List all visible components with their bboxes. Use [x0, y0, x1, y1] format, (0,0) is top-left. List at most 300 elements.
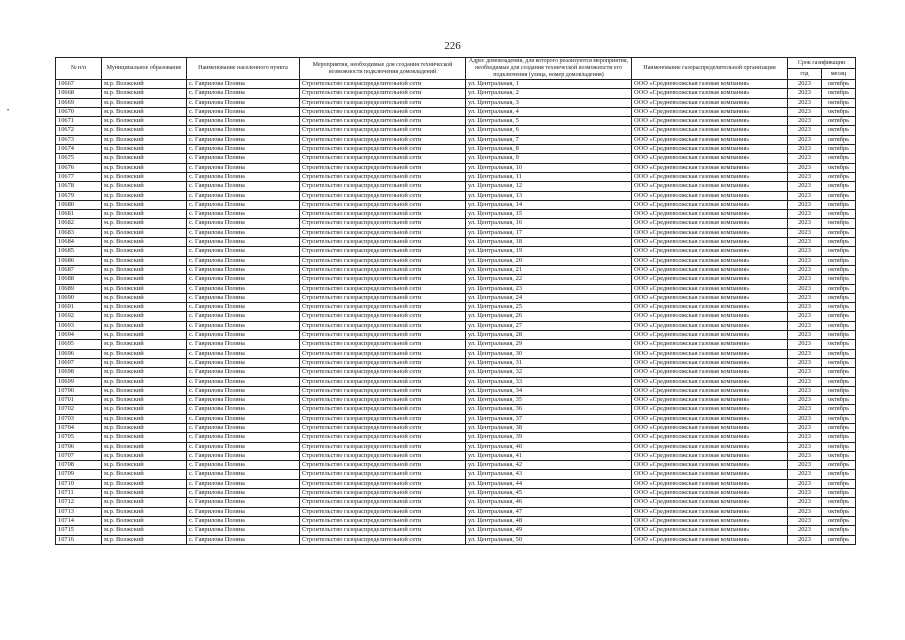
cell-settlement: с. Гаврилова Поляна	[187, 442, 300, 451]
cell-year: 2023	[788, 172, 822, 181]
cell-municipality: м.р. Волжский	[102, 386, 187, 395]
cell-year: 2023	[788, 219, 822, 228]
cell-month: октябрь	[822, 479, 856, 488]
cell-municipality: м.р. Волжский	[102, 200, 187, 209]
table-row	[56, 516, 856, 525]
cell-activity: Строительство газораспределительной сети	[300, 386, 466, 395]
cell-settlement: с. Гаврилова Поляна	[187, 238, 300, 247]
cell-municipality: м.р. Волжский	[102, 275, 187, 284]
cell-num: 10698	[56, 368, 102, 377]
cell-settlement: с. Гаврилова Поляна	[187, 526, 300, 535]
cell-settlement: с. Гаврилова Поляна	[187, 200, 300, 209]
cell-org: ООО «Средневолжская газовая компания»	[632, 451, 788, 460]
cell-org: ООО «Средневолжская газовая компания»	[632, 516, 788, 525]
cell-month: октябрь	[822, 349, 856, 358]
cell-num: 10676	[56, 163, 102, 172]
cell-settlement: с. Гаврилова Поляна	[187, 145, 300, 154]
cell-year: 2023	[788, 200, 822, 209]
cell-settlement: с. Гаврилова Поляна	[187, 386, 300, 395]
cell-org: ООО «Средневолжская газовая компания»	[632, 405, 788, 414]
cell-month: октябрь	[822, 526, 856, 535]
cell-municipality: м.р. Волжский	[102, 479, 187, 488]
cell-num: 10693	[56, 321, 102, 330]
cell-address: ул. Центральная, 21	[466, 265, 632, 274]
cell-activity: Строительство газораспределительной сети	[300, 442, 466, 451]
cell-settlement: с. Гаврилова Поляна	[187, 228, 300, 237]
cell-year: 2023	[788, 145, 822, 154]
cell-year: 2023	[788, 461, 822, 470]
cell-year: 2023	[788, 368, 822, 377]
cell-municipality: м.р. Волжский	[102, 303, 187, 312]
cell-num: 10668	[56, 89, 102, 98]
cell-month: октябрь	[822, 516, 856, 525]
cell-address: ул. Центральная, 26	[466, 312, 632, 321]
cell-month: октябрь	[822, 265, 856, 274]
cell-org: ООО «Средневолжская газовая компания»	[632, 172, 788, 181]
cell-activity: Строительство газораспределительной сети	[300, 247, 466, 256]
cell-org: ООО «Средневолжская газовая компания»	[632, 368, 788, 377]
cell-municipality: м.р. Волжский	[102, 507, 187, 516]
cell-year: 2023	[788, 442, 822, 451]
cell-num: 10710	[56, 479, 102, 488]
cell-year: 2023	[788, 126, 822, 135]
table-row	[56, 498, 856, 507]
cell-org: ООО «Средневолжская газовая компания»	[632, 191, 788, 200]
table-row	[56, 489, 856, 498]
cell-settlement: с. Гаврилова Поляна	[187, 331, 300, 340]
table-row	[56, 312, 856, 321]
cell-month: октябрь	[822, 405, 856, 414]
table-row	[56, 423, 856, 432]
cell-municipality: м.р. Волжский	[102, 516, 187, 525]
gasification-table	[55, 57, 856, 545]
cell-settlement: с. Гаврилова Поляна	[187, 479, 300, 488]
cell-settlement: с. Гаврилова Поляна	[187, 117, 300, 126]
cell-activity: Строительство газораспределительной сети	[300, 238, 466, 247]
cell-month: октябрь	[822, 98, 856, 107]
table-row	[56, 275, 856, 284]
cell-settlement: с. Гаврилова Поляна	[187, 98, 300, 107]
cell-org: ООО «Средневолжская газовая компания»	[632, 275, 788, 284]
header-activity: Мероприятия, необходимые для создания технической возможности подключения домовладений	[300, 58, 466, 80]
cell-municipality: м.р. Волжский	[102, 498, 187, 507]
cell-month: октябрь	[822, 200, 856, 209]
cell-address: ул. Центральная, 31	[466, 358, 632, 367]
cell-num: 10694	[56, 331, 102, 340]
cell-org: ООО «Средневолжская газовая компания»	[632, 80, 788, 89]
cell-num: 10683	[56, 228, 102, 237]
cell-municipality: м.р. Волжский	[102, 265, 187, 274]
table-row	[56, 228, 856, 237]
cell-num: 10689	[56, 284, 102, 293]
cell-municipality: м.р. Волжский	[102, 321, 187, 330]
cell-address: ул. Центральная, 45	[466, 489, 632, 498]
cell-org: ООО «Средневолжская газовая компания»	[632, 442, 788, 451]
cell-org: ООО «Средневолжская газовая компания»	[632, 228, 788, 237]
cell-activity: Строительство газораспределительной сети	[300, 433, 466, 442]
cell-month: октябрь	[822, 293, 856, 302]
cell-municipality: м.р. Волжский	[102, 182, 187, 191]
cell-year: 2023	[788, 256, 822, 265]
cell-settlement: с. Гаврилова Поляна	[187, 265, 300, 274]
cell-address: ул. Центральная, 37	[466, 414, 632, 423]
cell-month: октябрь	[822, 312, 856, 321]
cell-month: октябрь	[822, 489, 856, 498]
cell-municipality: м.р. Волжский	[102, 210, 187, 219]
cell-year: 2023	[788, 210, 822, 219]
cell-address: ул. Центральная, 12	[466, 182, 632, 191]
cell-settlement: с. Гаврилова Поляна	[187, 107, 300, 116]
cell-year: 2023	[788, 423, 822, 432]
cell-municipality: м.р. Волжский	[102, 247, 187, 256]
cell-num: 10716	[56, 535, 102, 544]
cell-org: ООО «Средневолжская газовая компания»	[632, 489, 788, 498]
table-row	[56, 396, 856, 405]
cell-settlement: с. Гаврилова Поляна	[187, 489, 300, 498]
cell-settlement: с. Гаврилова Поляна	[187, 433, 300, 442]
cell-num: 10671	[56, 117, 102, 126]
cell-year: 2023	[788, 238, 822, 247]
cell-address: ул. Центральная, 50	[466, 535, 632, 544]
table-row	[56, 126, 856, 135]
table-row	[56, 293, 856, 302]
cell-year: 2023	[788, 349, 822, 358]
cell-address: ул. Центральная, 4	[466, 107, 632, 116]
cell-org: ООО «Средневолжская газовая компания»	[632, 340, 788, 349]
table-row	[56, 256, 856, 265]
cell-activity: Строительство газораспределительной сети	[300, 368, 466, 377]
table-row	[56, 154, 856, 163]
cell-address: ул. Центральная, 46	[466, 498, 632, 507]
cell-num: 10699	[56, 377, 102, 386]
cell-address: ул. Центральная, 48	[466, 516, 632, 525]
table-row	[56, 535, 856, 544]
cell-month: октябрь	[822, 535, 856, 544]
cell-num: 10715	[56, 526, 102, 535]
cell-address: ул. Центральная, 30	[466, 349, 632, 358]
cell-address: ул. Центральная, 13	[466, 191, 632, 200]
cell-activity: Строительство газораспределительной сети	[300, 414, 466, 423]
cell-month: октябрь	[822, 182, 856, 191]
margin-mark: •	[7, 108, 10, 114]
cell-num: 10697	[56, 358, 102, 367]
cell-municipality: м.р. Волжский	[102, 340, 187, 349]
cell-address: ул. Центральная, 20	[466, 256, 632, 265]
cell-num: 10679	[56, 191, 102, 200]
cell-month: октябрь	[822, 321, 856, 330]
cell-org: ООО «Средневолжская газовая компания»	[632, 256, 788, 265]
cell-year: 2023	[788, 358, 822, 367]
cell-month: октябрь	[822, 238, 856, 247]
cell-activity: Строительство газораспределительной сети	[300, 377, 466, 386]
cell-month: октябрь	[822, 423, 856, 432]
cell-settlement: с. Гаврилова Поляна	[187, 405, 300, 414]
table-row	[56, 331, 856, 340]
cell-municipality: м.р. Волжский	[102, 126, 187, 135]
cell-municipality: м.р. Волжский	[102, 489, 187, 498]
cell-address: ул. Центральная, 2	[466, 89, 632, 98]
cell-settlement: с. Гаврилова Поляна	[187, 358, 300, 367]
cell-activity: Строительство газораспределительной сети	[300, 117, 466, 126]
cell-activity: Строительство газораспределительной сети	[300, 451, 466, 460]
cell-month: октябрь	[822, 461, 856, 470]
cell-settlement: с. Гаврилова Поляна	[187, 126, 300, 135]
table-row	[56, 238, 856, 247]
cell-org: ООО «Средневолжская газовая компания»	[632, 293, 788, 302]
cell-municipality: м.р. Волжский	[102, 172, 187, 181]
cell-address: ул. Центральная, 47	[466, 507, 632, 516]
cell-month: октябрь	[822, 163, 856, 172]
cell-municipality: м.р. Волжский	[102, 442, 187, 451]
cell-address: ул. Центральная, 25	[466, 303, 632, 312]
cell-org: ООО «Средневолжская газовая компания»	[632, 303, 788, 312]
cell-settlement: с. Гаврилова Поляна	[187, 293, 300, 302]
cell-org: ООО «Средневолжская газовая компания»	[632, 145, 788, 154]
cell-num: 10672	[56, 126, 102, 135]
cell-activity: Строительство газораспределительной сети	[300, 498, 466, 507]
cell-municipality: м.р. Волжский	[102, 451, 187, 460]
cell-month: октябрь	[822, 228, 856, 237]
table-row	[56, 80, 856, 89]
cell-activity: Строительство газораспределительной сети	[300, 219, 466, 228]
cell-activity: Строительство газораспределительной сети	[300, 163, 466, 172]
cell-settlement: с. Гаврилова Поляна	[187, 275, 300, 284]
cell-num: 10707	[56, 451, 102, 460]
cell-settlement: с. Гаврилова Поляна	[187, 163, 300, 172]
cell-num: 10708	[56, 461, 102, 470]
cell-year: 2023	[788, 275, 822, 284]
cell-activity: Строительство газораспределительной сети	[300, 312, 466, 321]
cell-municipality: м.р. Волжский	[102, 219, 187, 228]
cell-settlement: с. Гаврилова Поляна	[187, 535, 300, 544]
table-row	[56, 135, 856, 144]
cell-num: 10691	[56, 303, 102, 312]
cell-year: 2023	[788, 470, 822, 479]
cell-activity: Строительство газораспределительной сети	[300, 321, 466, 330]
page-number: 226	[444, 40, 461, 52]
cell-org: ООО «Средневолжская газовая компания»	[632, 321, 788, 330]
cell-org: ООО «Средневолжская газовая компания»	[632, 284, 788, 293]
header-term: Срок газификации	[788, 58, 856, 69]
cell-settlement: с. Гаврилова Поляна	[187, 414, 300, 423]
cell-address: ул. Центральная, 24	[466, 293, 632, 302]
cell-activity: Строительство газораспределительной сети	[300, 284, 466, 293]
table-row	[56, 340, 856, 349]
cell-year: 2023	[788, 303, 822, 312]
cell-settlement: с. Гаврилова Поляна	[187, 461, 300, 470]
cell-year: 2023	[788, 107, 822, 116]
cell-year: 2023	[788, 526, 822, 535]
table-row	[56, 442, 856, 451]
cell-activity: Строительство газораспределительной сети	[300, 489, 466, 498]
cell-address: ул. Центральная, 23	[466, 284, 632, 293]
table-row	[56, 182, 856, 191]
cell-municipality: м.р. Волжский	[102, 312, 187, 321]
cell-month: октябрь	[822, 219, 856, 228]
table-row	[56, 433, 856, 442]
cell-address: ул. Центральная, 6	[466, 126, 632, 135]
cell-num: 10702	[56, 405, 102, 414]
table-row	[56, 405, 856, 414]
cell-activity: Строительство газораспределительной сети	[300, 154, 466, 163]
cell-num: 10682	[56, 219, 102, 228]
cell-org: ООО «Средневолжская газовая компания»	[632, 219, 788, 228]
cell-month: октябрь	[822, 107, 856, 116]
cell-municipality: м.р. Волжский	[102, 349, 187, 358]
cell-activity: Строительство газораспределительной сети	[300, 535, 466, 544]
header-year: год	[788, 69, 822, 80]
cell-activity: Строительство газораспределительной сети	[300, 210, 466, 219]
header-municipality: Муниципальное образование	[102, 58, 187, 80]
cell-activity: Строительство газораспределительной сети	[300, 303, 466, 312]
cell-num: 10695	[56, 340, 102, 349]
cell-month: октябрь	[822, 135, 856, 144]
cell-settlement: с. Гаврилова Поляна	[187, 284, 300, 293]
table-row	[56, 284, 856, 293]
cell-year: 2023	[788, 433, 822, 442]
cell-num: 10704	[56, 423, 102, 432]
table-row	[56, 163, 856, 172]
table-row	[56, 479, 856, 488]
table-row	[56, 507, 856, 516]
cell-org: ООО «Средневолжская газовая компания»	[632, 265, 788, 274]
table-row	[56, 145, 856, 154]
cell-num: 10670	[56, 107, 102, 116]
cell-org: ООО «Средневолжская газовая компания»	[632, 358, 788, 367]
cell-settlement: с. Гаврилова Поляна	[187, 154, 300, 163]
table-row	[56, 526, 856, 535]
cell-num: 10692	[56, 312, 102, 321]
cell-settlement: с. Гаврилова Поляна	[187, 451, 300, 460]
cell-year: 2023	[788, 479, 822, 488]
cell-settlement: с. Гаврилова Поляна	[187, 191, 300, 200]
cell-settlement: с. Гаврилова Поляна	[187, 396, 300, 405]
cell-address: ул. Центральная, 49	[466, 526, 632, 535]
cell-month: октябрь	[822, 451, 856, 460]
cell-address: ул. Центральная, 16	[466, 219, 632, 228]
table-row	[56, 303, 856, 312]
cell-num: 10686	[56, 256, 102, 265]
cell-settlement: с. Гаврилова Поляна	[187, 172, 300, 181]
cell-address: ул. Центральная, 5	[466, 117, 632, 126]
cell-num: 10713	[56, 507, 102, 516]
cell-settlement: с. Гаврилова Поляна	[187, 349, 300, 358]
cell-month: октябрь	[822, 358, 856, 367]
cell-municipality: м.р. Волжский	[102, 377, 187, 386]
table-row	[56, 107, 856, 116]
cell-org: ООО «Средневолжская газовая компания»	[632, 349, 788, 358]
cell-month: октябрь	[822, 433, 856, 442]
cell-month: октябрь	[822, 340, 856, 349]
cell-num: 10690	[56, 293, 102, 302]
cell-municipality: м.р. Волжский	[102, 368, 187, 377]
cell-org: ООО «Средневолжская газовая компания»	[632, 414, 788, 423]
cell-num: 10669	[56, 98, 102, 107]
cell-municipality: м.р. Волжский	[102, 117, 187, 126]
cell-year: 2023	[788, 117, 822, 126]
cell-year: 2023	[788, 247, 822, 256]
cell-address: ул. Центральная, 8	[466, 145, 632, 154]
cell-year: 2023	[788, 386, 822, 395]
cell-address: ул. Центральная, 17	[466, 228, 632, 237]
cell-year: 2023	[788, 135, 822, 144]
cell-month: октябрь	[822, 331, 856, 340]
cell-address: ул. Центральная, 32	[466, 368, 632, 377]
cell-municipality: м.р. Волжский	[102, 191, 187, 200]
cell-year: 2023	[788, 293, 822, 302]
cell-settlement: с. Гаврилова Поляна	[187, 470, 300, 479]
cell-num: 10678	[56, 182, 102, 191]
cell-municipality: м.р. Волжский	[102, 526, 187, 535]
cell-address: ул. Центральная, 43	[466, 470, 632, 479]
header-address: Адрес домовладения, для которого реализуются мероприятия, необходимые для создания технической возможности его подключения (улица, номер домовладения)	[466, 58, 632, 80]
cell-municipality: м.р. Волжский	[102, 423, 187, 432]
cell-num: 10680	[56, 200, 102, 209]
cell-year: 2023	[788, 80, 822, 89]
table-row	[56, 451, 856, 460]
cell-address: ул. Центральная, 42	[466, 461, 632, 470]
table-row	[56, 358, 856, 367]
cell-org: ООО «Средневолжская газовая компания»	[632, 470, 788, 479]
table-row	[56, 200, 856, 209]
table-row	[56, 89, 856, 98]
cell-year: 2023	[788, 163, 822, 172]
cell-num: 10677	[56, 172, 102, 181]
cell-org: ООО «Средневолжская газовая компания»	[632, 89, 788, 98]
cell-org: ООО «Средневолжская газовая компания»	[632, 182, 788, 191]
cell-year: 2023	[788, 284, 822, 293]
cell-municipality: м.р. Волжский	[102, 293, 187, 302]
cell-settlement: с. Гаврилова Поляна	[187, 219, 300, 228]
cell-settlement: с. Гаврилова Поляна	[187, 498, 300, 507]
cell-activity: Строительство газораспределительной сети	[300, 107, 466, 116]
cell-settlement: с. Гаврилова Поляна	[187, 368, 300, 377]
cell-activity: Строительство газораспределительной сети	[300, 516, 466, 525]
table-row	[56, 265, 856, 274]
cell-org: ООО «Средневолжская газовая компания»	[632, 479, 788, 488]
cell-municipality: м.р. Волжский	[102, 358, 187, 367]
cell-address: ул. Центральная, 3	[466, 98, 632, 107]
cell-address: ул. Центральная, 10	[466, 163, 632, 172]
cell-activity: Строительство газораспределительной сети	[300, 182, 466, 191]
cell-org: ООО «Средневолжская газовая компания»	[632, 154, 788, 163]
cell-municipality: м.р. Волжский	[102, 535, 187, 544]
cell-municipality: м.р. Волжский	[102, 98, 187, 107]
cell-activity: Строительство газораспределительной сети	[300, 423, 466, 432]
cell-address: ул. Центральная, 27	[466, 321, 632, 330]
cell-num: 10700	[56, 386, 102, 395]
table-row	[56, 247, 856, 256]
cell-month: октябрь	[822, 377, 856, 386]
cell-activity: Строительство газораспределительной сети	[300, 331, 466, 340]
cell-num: 10714	[56, 516, 102, 525]
cell-org: ООО «Средневолжская газовая компания»	[632, 461, 788, 470]
cell-month: октябрь	[822, 210, 856, 219]
cell-municipality: м.р. Волжский	[102, 405, 187, 414]
cell-num: 10706	[56, 442, 102, 451]
cell-settlement: с. Гаврилова Поляна	[187, 321, 300, 330]
cell-month: октябрь	[822, 303, 856, 312]
cell-num: 10703	[56, 414, 102, 423]
table-row	[56, 321, 856, 330]
cell-org: ООО «Средневолжская газовая компания»	[632, 386, 788, 395]
cell-activity: Строительство газораспределительной сети	[300, 405, 466, 414]
cell-org: ООО «Средневолжская газовая компания»	[632, 331, 788, 340]
cell-municipality: м.р. Волжский	[102, 80, 187, 89]
cell-month: октябрь	[822, 284, 856, 293]
cell-org: ООО «Средневолжская газовая компания»	[632, 507, 788, 516]
table-row	[56, 210, 856, 219]
